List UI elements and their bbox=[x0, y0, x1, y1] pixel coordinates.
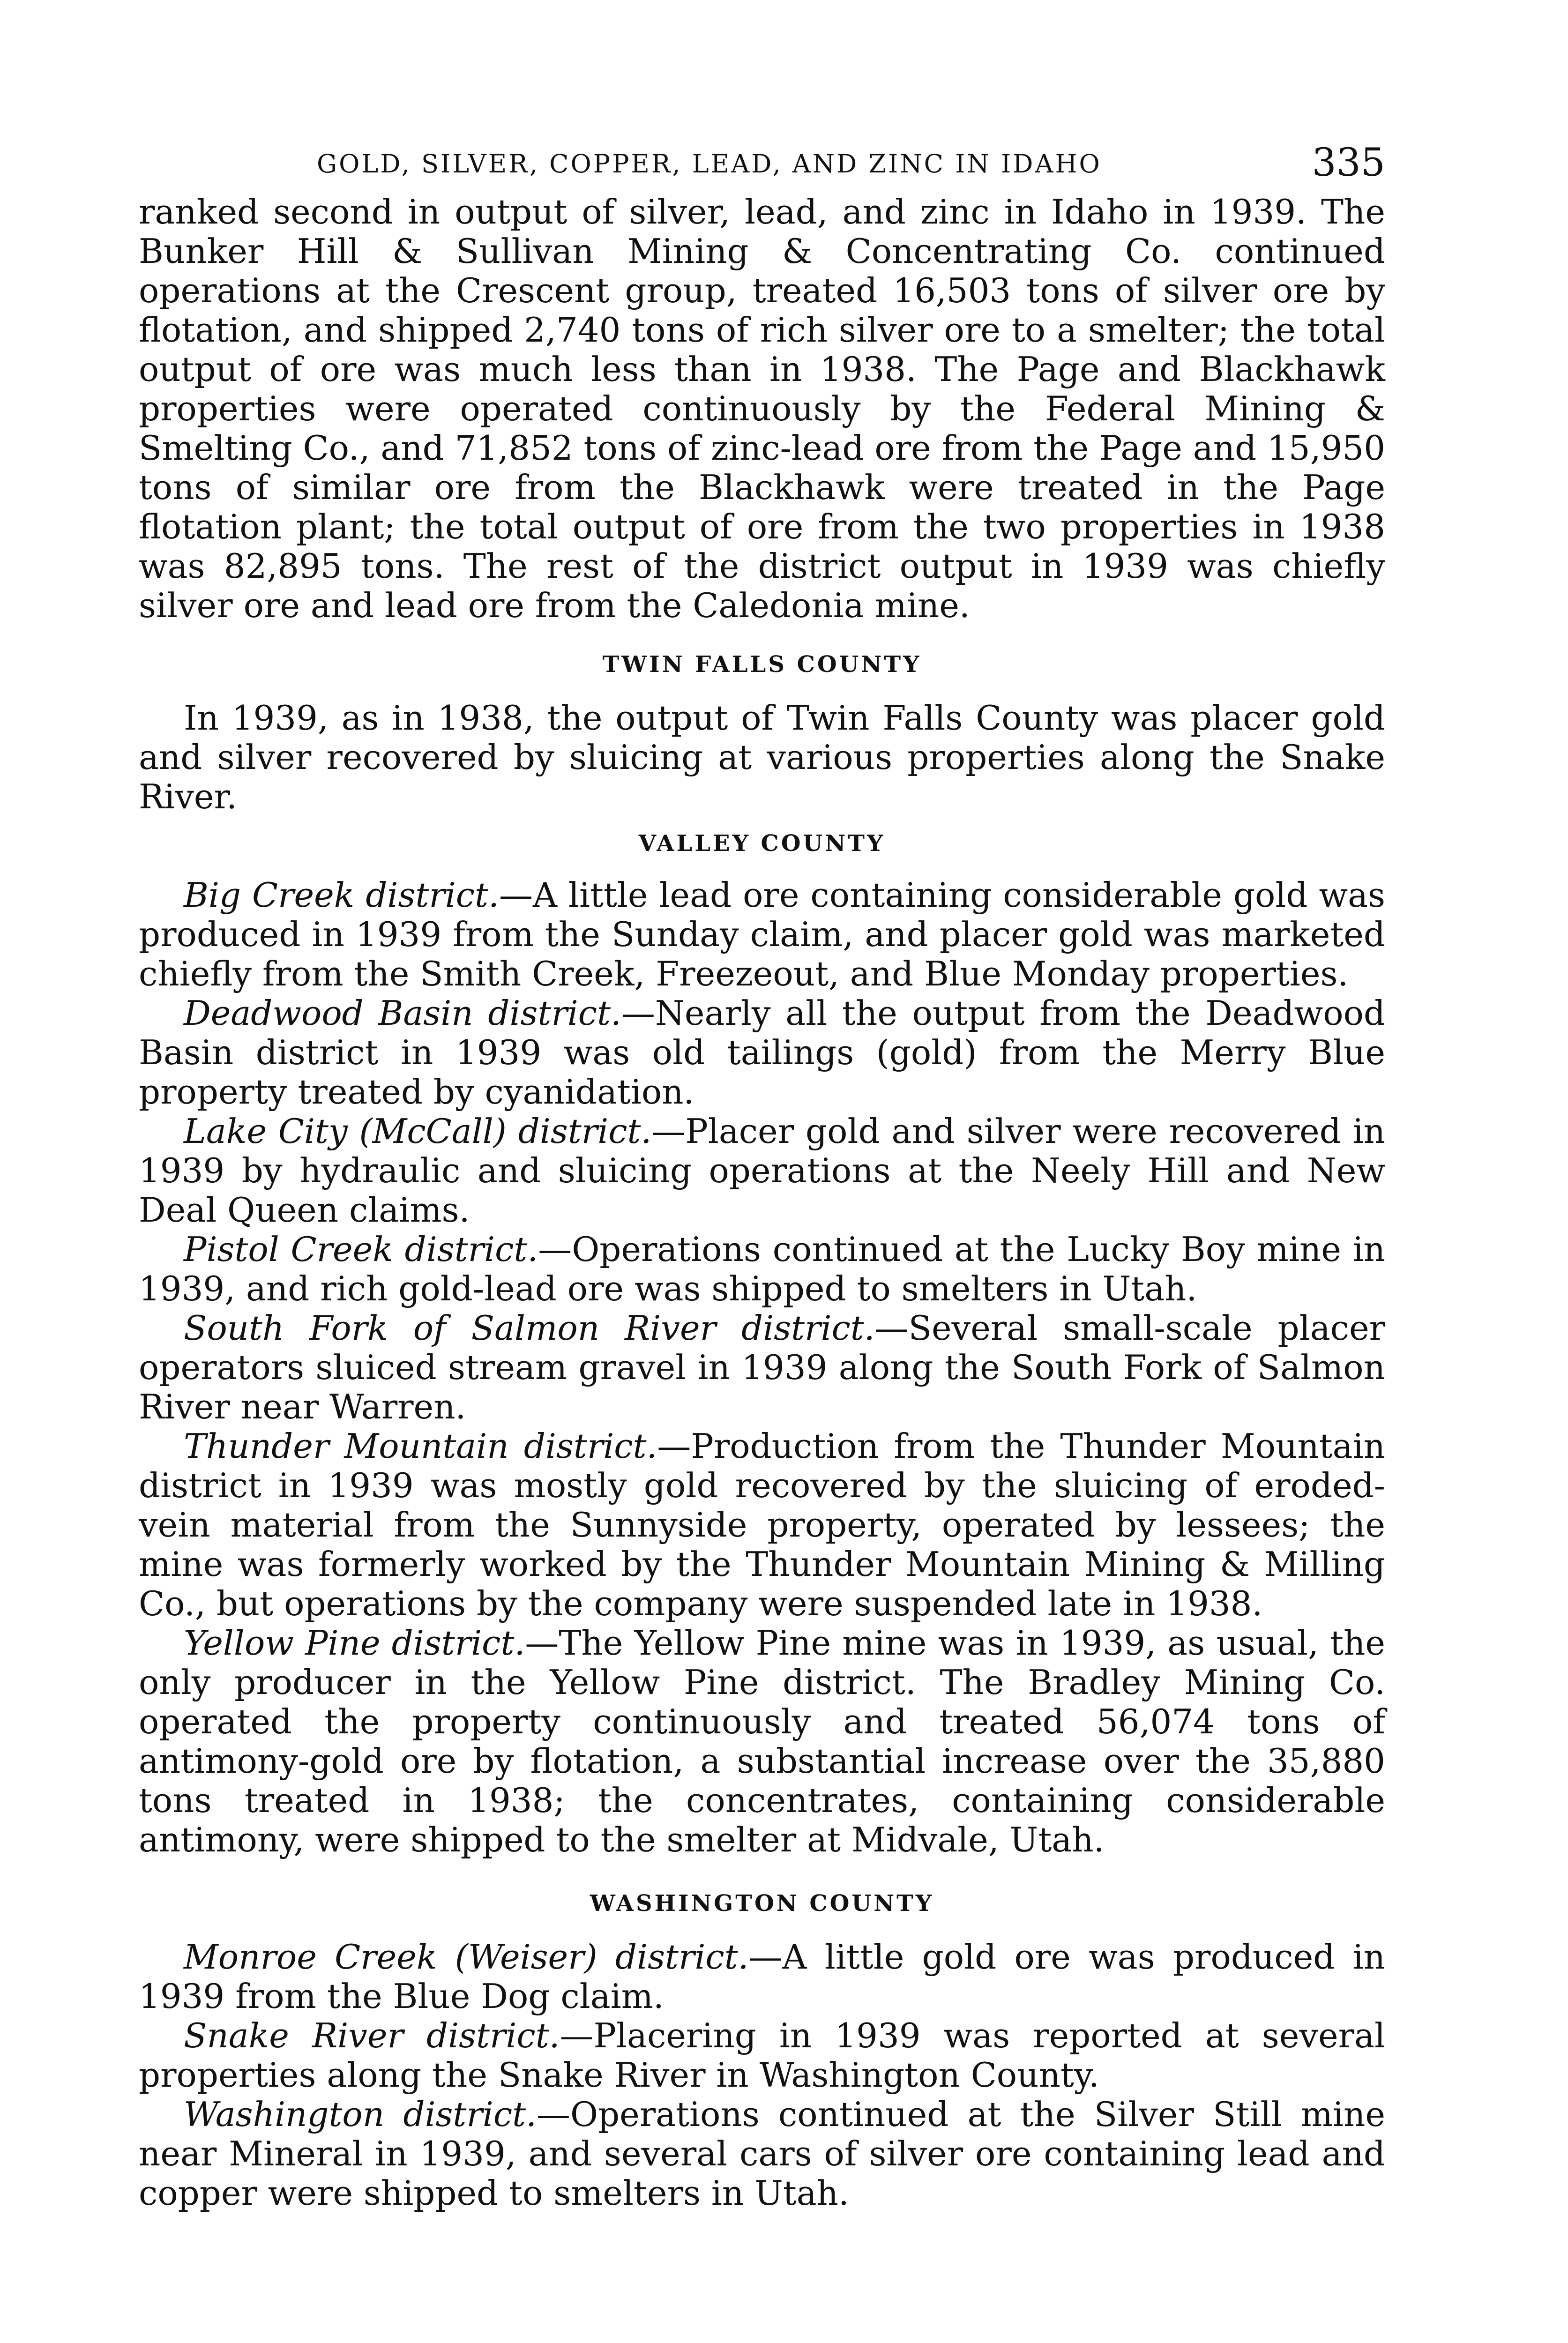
intro-paragraph: ranked second in output of silver, lead, and zinc in Idaho in 1939. The Bunker Hill & Sullivan Mining & Concentrating Co. continued operations at the Crescent group, treated 16,503 tons of silver ore by flotation, and shipped 2,740 tons of rich silver ore to a smelter; the total output of ore was much less than in 1938. The Page and Blackhawk properties were operated continuously by the Federal Mining & Smelting Co., and 71,852 tons of zinc-lead ore from the Page and 15,950 tons of similar ore from the Blackhawk were treated in the Page flotation plant; the total output of ore from the two properties in 1938 was 82,895 tons. The rest of the district output in 1939 was chiefly silver ore and lead ore from the Caledonia mine. bbox=[139, 192, 1385, 625]
deadwood-basin-paragraph bbox=[139, 993, 1385, 1112]
lake-city-paragraph bbox=[139, 1112, 1385, 1230]
heading-twin-falls-county: TWIN FALLS COUNTY bbox=[602, 651, 922, 678]
lake-city-district-name: Lake City (McCall) district. bbox=[184, 1112, 652, 1151]
south-fork-paragraph bbox=[139, 1308, 1385, 1426]
monroe-creek-paragraph bbox=[139, 1937, 1385, 2016]
running-title: GOLD, SILVER, COPPER, LEAD, AND ZINC IN IDAHO bbox=[317, 149, 1102, 179]
south-fork-text: —Several small-scale placer operators sluiced stream gravel in 1939 along the South Fork of Salmon River near Warren. bbox=[139, 1308, 1385, 1426]
big-creek-district-name: Big Creek district. bbox=[184, 875, 499, 915]
yellow-pine-district-name: Yellow Pine district. bbox=[184, 1623, 525, 1663]
monroe-creek-district-name: Monroe Creek (Weiser) district. bbox=[184, 1937, 749, 1977]
washington-district-paragraph bbox=[139, 2095, 1385, 2213]
snake-river-district-name: Snake River district. bbox=[184, 2016, 560, 2055]
pistol-creek-paragraph bbox=[139, 1230, 1385, 1308]
page-number: 335 bbox=[1312, 141, 1385, 185]
washington-district-name: Washington district. bbox=[184, 2095, 537, 2134]
snake-river-paragraph bbox=[139, 2016, 1385, 2095]
monroe-creek-text: —A little gold ore was produced in 1939 from the Blue Dog claim. bbox=[139, 1937, 1385, 2016]
washington-district-text: —Operations continued at the Silver Still mine near Mineral in 1939, and several cars of silver ore containing lead and copper were shipped to smelters in Utah. bbox=[139, 2095, 1385, 2213]
yellow-pine-text: —The Yellow Pine mine was in 1939, as usual, the only producer in the Yellow Pine district. The Bradley Mining Co. operated the property continuously and treated 56,074 tons of antimony-gold ore by flotation, a substantial increase over the 35,880 tons treated in 1938; the concentrates, containing considerable antimony, were shipped to the smelter at Midvale, Utah. bbox=[139, 1623, 1385, 1859]
pistol-creek-district-name: Pistol Creek district. bbox=[184, 1230, 538, 1269]
heading-valley-county: VALLEY COUNTY bbox=[638, 830, 886, 857]
running-head bbox=[139, 136, 1385, 192]
deadwood-basin-text: —Nearly all the output from the Deadwood Basin district in 1939 was old tailings (gold) from the Merry Blue property treated by cyanidation. bbox=[139, 993, 1385, 1112]
lake-city-text: —Placer gold and silver were recovered in 1939 by hydraulic and sluicing operations at the Neely Hill and New Deal Queen claims. bbox=[139, 1112, 1386, 1230]
south-fork-district-name: South Fork of Salmon River district. bbox=[184, 1308, 875, 1348]
heading-washington-county: WASHINGTON COUNTY bbox=[590, 1890, 934, 1917]
deadwood-basin-district-name: Deadwood Basin district. bbox=[184, 993, 621, 1033]
thunder-mountain-text: —Production from the Thunder Mountain district in 1939 was mostly gold recovered by the sluicing of eroded-vein material from the Sunnyside property, operated by lessees; the mine was formerly worked by the Thunder Mountain Mining & Milling Co., but operations by the company were suspended late in 1938. bbox=[139, 1426, 1385, 1623]
thunder-mountain-paragraph bbox=[139, 1426, 1385, 1623]
document-page bbox=[139, 136, 1385, 2213]
twin-falls-paragraph: In 1939, as in 1938, the output of Twin Falls County was placer gold and silver recovered by sluicing at various properties along the Snake River. bbox=[139, 698, 1385, 816]
big-creek-paragraph bbox=[139, 875, 1385, 993]
pistol-creek-text: —Operations continued at the Lucky Boy mine in 1939, and rich gold-lead ore was shipped to smelters in Utah. bbox=[139, 1230, 1385, 1308]
big-creek-text: —A little lead ore containing considerable gold was produced in 1939 from the Sunday claim, and placer gold was marketed chiefly from the Smith Creek, Freezeout, and Blue Monday properties. bbox=[139, 875, 1385, 993]
yellow-pine-paragraph bbox=[139, 1623, 1385, 1859]
snake-river-text: —Placering in 1939 was reported at several properties along the Snake River in Washington County. bbox=[139, 2016, 1385, 2095]
thunder-mountain-district-name: Thunder Mountain district. bbox=[184, 1426, 657, 1466]
